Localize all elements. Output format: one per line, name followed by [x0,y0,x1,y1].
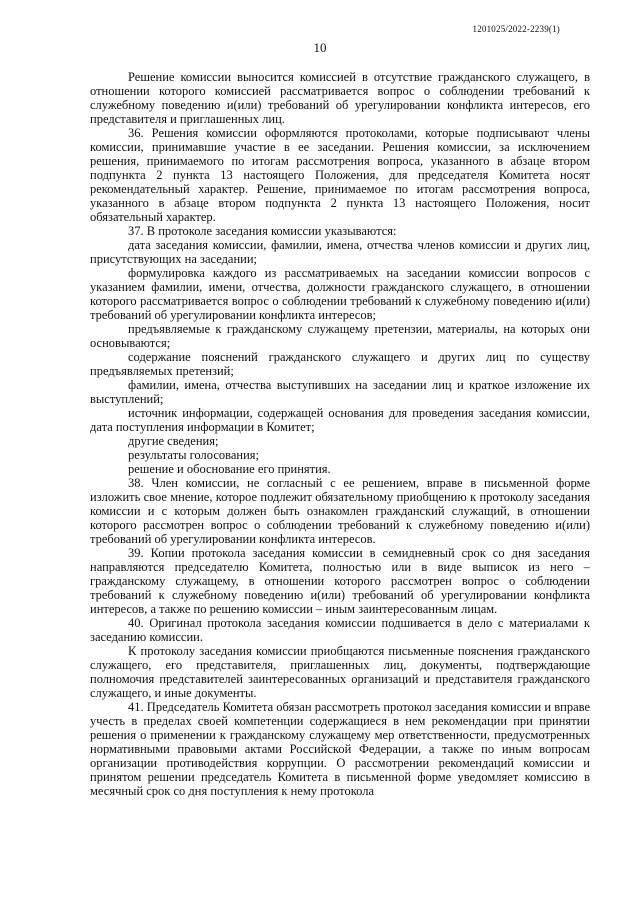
page-number: 10 [313,40,327,55]
paragraph-41: 41. Председатель Комитета обязан рассмотреть протокол заседания комиссии и вправе учесть в пределах своей компетенции содержащиеся в нем рекомендации при принятии решения о применении к гражданскому служащему мер ответственности, предусмотренных нормативными правовыми актами Российской Федерации, а также по иным вопросам организации противодействия коррупции. О рассмотрении рекомендаций комиссии и принятом решении председатель Комитета в письменной форме уведомляет комиссию в месячный срок со дня поступления к нему протокола [90,700,590,798]
list-item: дата заседания комиссии, фамилии, имена, отчества членов комиссии и других лиц, присутствующих на заседании; [90,238,590,266]
paragraph-40: 40. Оригинал протокола заседания комиссии подшивается в дело с материалами к заседанию комиссии. [90,616,590,644]
list-item: формулировка каждого из рассматриваемых на заседании комиссии вопросов с указанием фамилии, имени, отчества, должности гражданского служащего, в отношении которого рассматривается вопрос о соблюдении требований к служебному поведению и(или) требований об урегулировании конфликта интересов; [90,266,590,322]
paragraph-37: 37. В протоколе заседания комиссии указываются: [128,224,397,238]
paragraph-attachments: К протоколу заседания комиссии приобщаются письменные пояснения гражданского служащего, его представителя, приглашенных лиц, документы, подтверждающие полномочия представителей заинтересованных организаций и представителя гражданского служащего, и иные документы. [90,644,590,700]
paragraph-decision-absence: Решение комиссии выносится комиссией в отсутствие гражданского служащего, в отношении которого комиссией рассматривается вопрос о соблюдении требований к служебному поведению и(или) требований об урегулировании конфликта интересов, его представителя и приглашенных лиц. [90,70,590,126]
list-item: другие сведения; [128,434,219,448]
list-item: результаты голосования; [128,448,259,462]
list-item: фамилии, имена, отчества выступивших на заседании лиц и краткое изложение их выступлений; [90,378,590,406]
paragraph-38: 38. Член комиссии, не согласный с ее решением, вправе в письменной форме изложить свое мнение, которое подлежит обязательному приобщению к протоколу заседания комиссии и с которым должен быть ознакомлен гражданский служащий, в отношении которого рассмотрен вопрос о соблюдении требований к служебному поведению и(или) требований об урегулировании конфликта интересов. [90,476,590,546]
document-number: 1201025/2022-2239(1) [472,24,560,34]
list-item: решение и обоснование его принятия. [128,462,331,476]
paragraph-39: 39. Копии протокола заседания комиссии в семидневный срок со дня заседания направляются председателю Комитета, полностью или в виде выписок из него – гражданскому служащему, в отношении которого рассмотрен вопрос о соблюдении требований к служебному поведению и(или) требований об урегулировании конфликта интересов, а также по решению комиссии – иным заинтересованным лицам. [90,546,590,616]
paragraph-36: 36. Решения комиссии оформляются протоколами, которые подписывают члены комиссии, принимавшие участие в ее заседании. Решения комиссии, за исключением решения, принимаемого по итогам рассмотрения вопроса, указанного в абзаце втором подпункта 2 пункта 13 настоящего Положения, для председателя Комитета носят рекомендательный характер. Решение, принимаемое по итогам рассмотрения вопроса, указанного в абзаце втором подпункта 2 пункта 13 настоящего Положения, носит обязательный характер. [90,126,590,224]
list-item: содержание пояснений гражданского служащего и других лиц по существу предъявляемых претензий; [90,350,590,378]
document-body [90,70,590,798]
list-item: источник информации, содержащей основания для проведения заседания комиссии, дата поступления информации в Комитет; [90,406,590,434]
list-item: предъявляемые к гражданскому служащему претензии, материалы, на которых они основываются; [90,322,590,350]
